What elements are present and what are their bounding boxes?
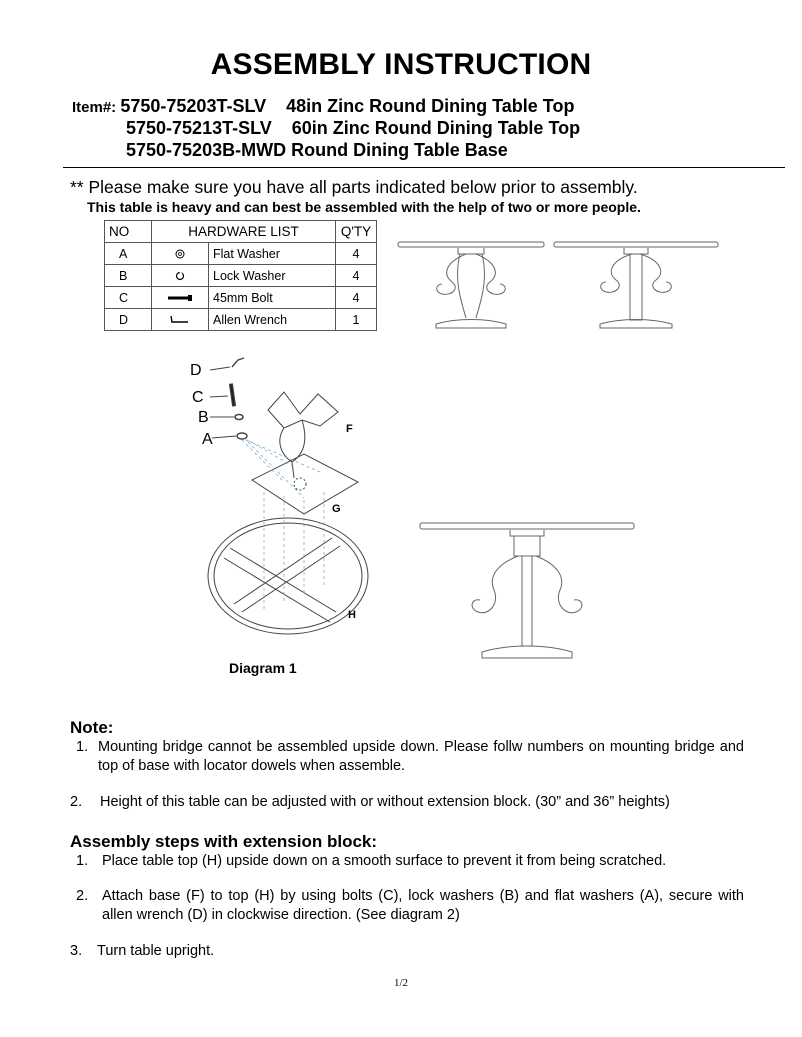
flat-washer-icon bbox=[152, 243, 209, 265]
item-desc: Round Dining Table Base bbox=[291, 140, 508, 160]
diagram-caption: Diagram 1 bbox=[229, 660, 297, 676]
note-number: 1. bbox=[76, 739, 89, 755]
hardware-qty: 4 bbox=[336, 265, 377, 287]
item-prefix: Item#: bbox=[72, 99, 121, 116]
header-hardware-list: HARDWARE LIST bbox=[152, 221, 336, 243]
label-h: H bbox=[348, 609, 356, 621]
note-heading: Note: bbox=[70, 718, 114, 737]
page-number: 1/2 bbox=[393, 977, 409, 989]
note-text: Height of this table can be adjusted with or without extension block. (30” and 36” heights) bbox=[100, 794, 670, 810]
divider bbox=[63, 167, 785, 168]
label-d: D bbox=[190, 362, 202, 379]
hardware-header-row bbox=[105, 221, 377, 243]
hardware-row bbox=[105, 287, 377, 309]
label-f: F bbox=[346, 423, 353, 435]
hardware-row bbox=[105, 309, 377, 331]
hardware-name: 45mm Bolt bbox=[209, 287, 336, 309]
hardware-qty: 4 bbox=[336, 243, 377, 265]
allen-wrench-icon bbox=[152, 309, 209, 331]
item-desc: 48in Zinc Round Dining Table Top bbox=[286, 96, 575, 116]
note-item-2 bbox=[70, 793, 744, 812]
table-large-side-view bbox=[418, 520, 636, 662]
step-text: Place table top (H) upside down on a smooth surface to prevent it from being scratched. bbox=[102, 853, 667, 869]
header-no: NO bbox=[105, 221, 152, 243]
hardware-no: A bbox=[105, 243, 152, 265]
table-60-side-view bbox=[552, 238, 720, 334]
heavy-notice: This table is heavy and can best be assembled with the help of two or more people. bbox=[87, 199, 641, 215]
label-b: B bbox=[198, 409, 209, 426]
label-a: A bbox=[202, 431, 213, 448]
note-item-1 bbox=[70, 738, 744, 776]
step-number: 3. bbox=[70, 943, 83, 959]
item-desc: 60in Zinc Round Dining Table Top bbox=[291, 118, 581, 138]
steps-heading: Assembly steps with extension block: bbox=[70, 832, 378, 851]
hardware-row bbox=[105, 243, 377, 265]
label-g: G bbox=[332, 503, 341, 515]
item-code: 5750-75203B-MWD bbox=[126, 140, 287, 160]
hardware-table bbox=[104, 220, 377, 331]
step-item-3 bbox=[70, 942, 744, 961]
step-item-2 bbox=[70, 887, 744, 925]
hardware-no: B bbox=[105, 265, 152, 287]
hardware-no: D bbox=[105, 309, 152, 331]
step-number: 2. bbox=[76, 888, 89, 904]
note-text: Mounting bridge cannot be assembled upside down. Please follw numbers on mounting bridge and top of base with locator dowels when assemble. bbox=[98, 739, 744, 774]
parts-notice: ** Please make sure you have all parts indicated below prior to assembly. bbox=[70, 177, 638, 197]
step-number: 1. bbox=[76, 853, 89, 869]
item-line-3 bbox=[126, 140, 508, 161]
step-text: Attach base (F) to top (H) by using bolts (C), lock washers (B) and flat washers (A), secure with allen wrench (D) in clockwise direction. (See diagram 2) bbox=[102, 888, 744, 923]
label-c: C bbox=[192, 389, 204, 406]
header-qty: Q'TY bbox=[336, 221, 377, 243]
hardware-no: C bbox=[105, 287, 152, 309]
hardware-name: Allen Wrench bbox=[209, 309, 336, 331]
hardware-qty: 4 bbox=[336, 287, 377, 309]
hardware-name: Lock Washer bbox=[209, 265, 336, 287]
item-line-2 bbox=[126, 118, 580, 139]
bolt-icon bbox=[152, 287, 209, 309]
hardware-qty: 1 bbox=[336, 309, 377, 331]
table-48-side-view bbox=[396, 238, 546, 334]
lock-washer-icon bbox=[152, 265, 209, 287]
step-item-1 bbox=[70, 852, 744, 871]
page-title: ASSEMBLY INSTRUCTION bbox=[210, 48, 592, 81]
note-number: 2. bbox=[70, 794, 83, 810]
item-code: 5750-75213T-SLV bbox=[126, 118, 272, 138]
item-line-1 bbox=[72, 96, 574, 117]
step-text: Turn table upright. bbox=[97, 943, 215, 959]
item-code: 5750-75203T-SLV bbox=[120, 96, 267, 116]
hardware-row bbox=[105, 265, 377, 287]
hardware-name: Flat Washer bbox=[209, 243, 336, 265]
exploded-diagram bbox=[180, 350, 410, 650]
